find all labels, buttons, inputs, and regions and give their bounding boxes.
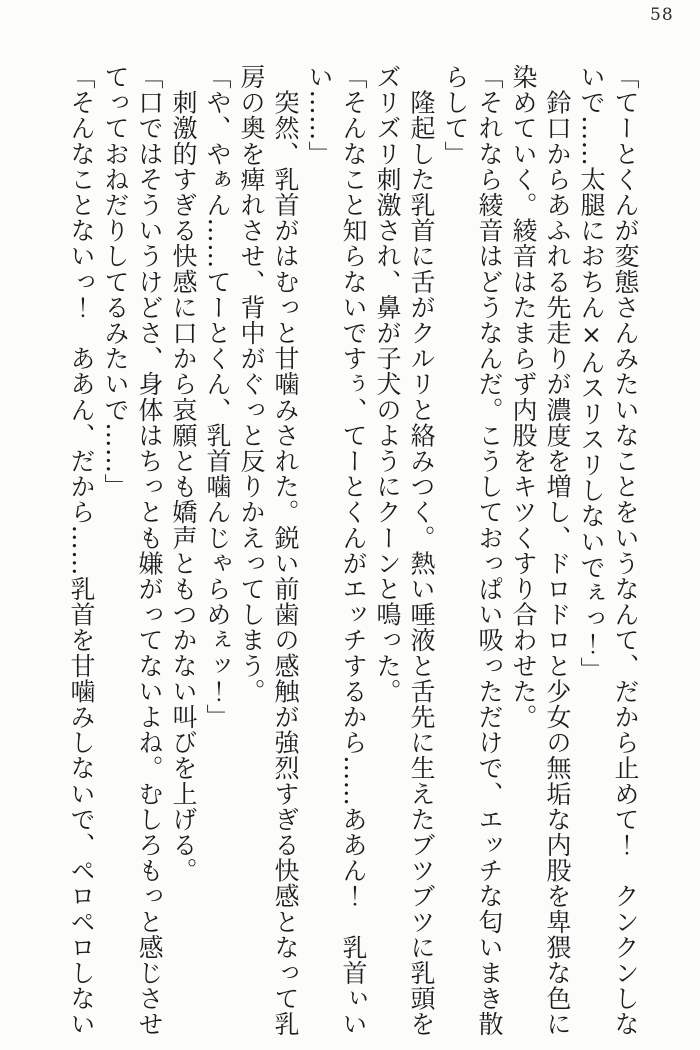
paragraph: 「そんなこと知らないですぅ、てーとくんがエッチするから……ああん！ 乳首ぃいい……」 [305,64,368,1037]
paragraph: 隆起した乳首に舌がクルリと絡みつく。熱い唾液と舌先に生えたブツブツに乳頭をズリズリ刺激され、鼻が子犬のようにクーンと鳴った。 [373,64,436,1037]
paragraph: 鈴口からあふれる先走りが濃度を増し、ドロドロと少女の無垢な内股を卑猥な色に染めていく。綾音はたまらず内股をキツくすり合わせた。 [509,64,572,1037]
paragraph: 突然、乳首がはむっと甘噛みされた。鋭い前歯の感触が強烈すぎる快感となって乳房の奥を痺れさせ、背中がぐっと反りかえってしまう。 [237,64,300,1037]
page-text-block [64,64,642,1042]
paragraph: 「それなら綾音はどうなんだ。こうしておっぱい吸っただけで、エッチな匂いまき散らして」 [441,64,504,1037]
paragraph: 「てーとくんが変態さんみたいなことをいうなんて、だから止めて！ クンクンしないで……太腿におちん×んスリスリしないでぇっ！」 [577,64,640,1037]
paragraph: 「そんなことないっ！ ああん、だから……乳首を甘噛みしないで、ペロペロしない [67,64,96,1037]
paragraph: 「や、やぁん……てーとくん、乳首噛んじゃらめぇッ！」 [203,64,232,730]
paragraph: 「口ではそういうけどさ、身体はちっとも嫌がってないよね。むしろもっと感じさせてっておねだりしてるみたいで……」 [101,64,164,1037]
page-number: 58 [650,5,674,25]
paragraph: 刺激的すぎる快感に口から哀願とも嬌声ともつかない叫びを上げる。 [169,64,198,884]
